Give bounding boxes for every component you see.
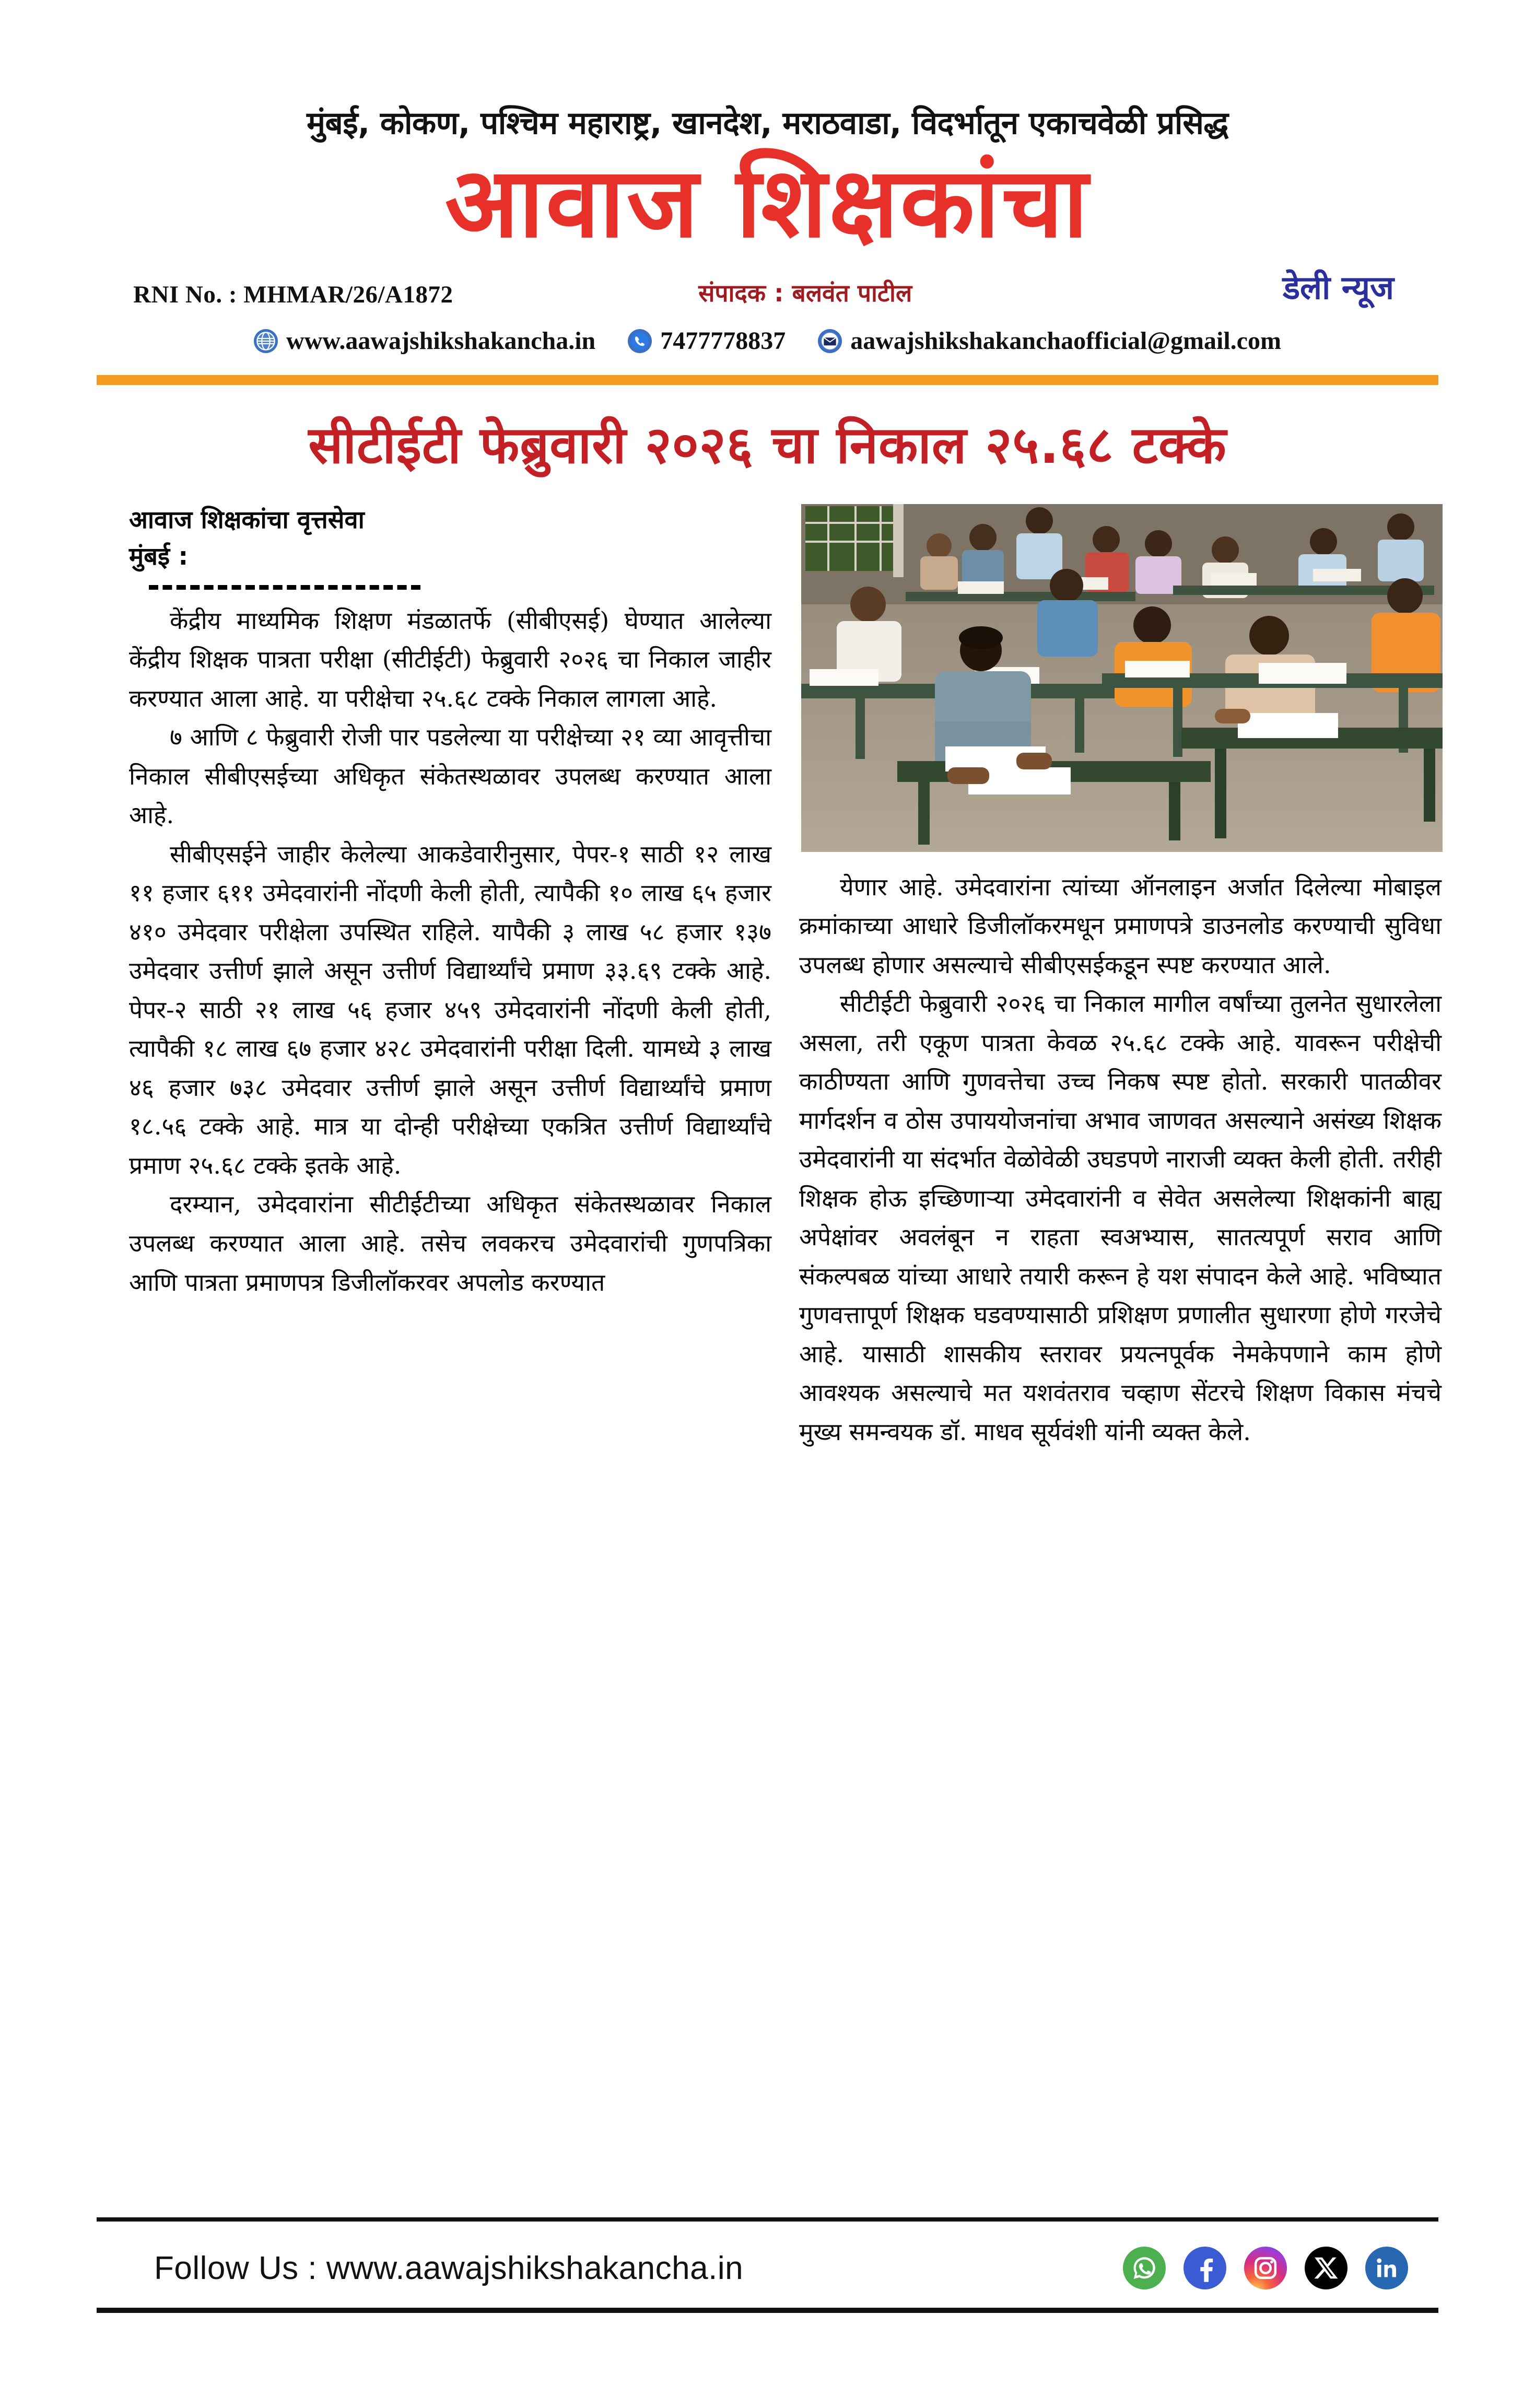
paragraph: ७ आणि ८ फेब्रुवारी रोजी पार पडलेल्या या परीक्षेच्या २१ व्या आवृत्तीचा निकाल सीबीएसईच्या अधिकृत संकेतस्थळावर उपलब्ध करण्यात आला आहे. — [129, 723, 771, 829]
masthead — [97, 0, 1438, 385]
footer — [97, 2237, 1438, 2299]
masthead-divider — [97, 375, 1438, 385]
editor-name: संपादक : बलवंत पाटील — [698, 279, 912, 307]
masthead-tagline: मुंबई, कोकण, पश्चिम महाराष्ट्र, खानदेश, मराठवाडा, विदर्भातून एकाचवेळी प्रसिद्ध — [307, 105, 1228, 142]
article-column-left — [129, 502, 771, 1302]
paragraph: सीटीईटी फेब्रुवारी २०२६ चा निकाल मागील वर्षांच्या तुलनेत सुधारलेला असला, तरी एकूण पात्रता केवळ २५.६८ टक्के आहे. यावरून परीक्षेची काठीण्यता आणि गुणवत्तेचा उच्च निकष स्पष्ट होतो. सरकारी पातळीवर मार्गदर्शन व ठोस उपाययोजनांचा अभाव जाणवत असल्याने असंख्य शिक्षक उमेदवारांनी या संदर्भात वेळोवेळी उघडपणे नाराजी व्यक्त केली होती. तरीही शिक्षक होऊ इच्छिणाऱ्या उमेदवारांनी व सेवेत असलेल्या शिक्षकांनी बाह्य अपेक्षांवर अवलंबून न राहता स्वअभ्यास, सातत्यपूर्ण सराव आणि संकल्पबळ यांच्या आधारे तयारी करून हे यश संपादन केले आहे. भविष्यात गुणवत्तापूर्ण शिक्षक घडवण्यासाठी प्रशिक्षण प्रणालीत सुधारणा होणे गरजेचे आहे. यासाठी शासकीय स्तरावर प्रयत्नपूर्वक नेमकेपणाने काम होणे आवश्यक असल्याचे मत यशवंतराव चव्हाण सेंटरचे शिक्षण विकास मंचचे मुख्य समन्वयक डॉ. माधव सूर्यवंशी यांनी व्यक्त केले. — [799, 989, 1442, 1446]
footer-divider-bottom — [97, 2308, 1438, 2313]
exam-hall-photo — [799, 502, 1445, 854]
x-twitter-icon[interactable] — [1305, 2247, 1347, 2289]
masthead-id-row — [97, 265, 1438, 309]
paragraph: सीबीएसईने जाहीर केलेल्या आकडेवारीनुसार, पेपर-१ साठी १२ लाख ११ हजार ६११ उमेदवारांनी नोंदणी केली होती, त्यापैकी १० लाख ६५ हजार ४१० उमेदवार परीक्षेला उपस्थित राहिले. यापैकी ३ लाख ५८ हजार १३७ उमेदवार उत्तीर्ण झाले असून उत्तीर्ण विद्यार्थ्यांचे प्रमाण ३३.६९ टक्के आहे. पेपर-२ साठी २१ लाख ५६ हजार ४५९ उमेदवारांनी नोंदणी केली होती, त्यापैकी १८ लाख ६७ हजार ४२८ उमेदवारांनी परीक्षा दिली. यामध्ये ३ लाख ४६ हजार ७३८ उमेदवार उत्तीर्ण झाले असून उत्तीर्ण विद्यार्थ्यांचे प्रमाण १८.५६ टक्के आहे. मात्र या दोन्ही परीक्षेच्या एकत्रित उत्तीर्ण विद्यार्थ्यांचे प्रमाण २५.६८ टक्के इतके आहे. — [129, 839, 771, 1179]
social-links — [1123, 2247, 1438, 2289]
byline-agency: आवाज शिक्षकांचा वृत्तसेवा — [129, 505, 365, 534]
exam-hall-illustration — [801, 504, 1443, 852]
contact-row — [97, 326, 1438, 355]
phone-contact[interactable] — [628, 326, 786, 355]
email-text: aawajshikshakanchaofficial@gmail.com — [850, 327, 1281, 355]
website-contact[interactable] — [254, 326, 595, 355]
byline-dash-divider — [149, 585, 420, 590]
linkedin-icon[interactable] — [1365, 2247, 1408, 2289]
paragraph: केंद्रीय माध्यमिक शिक्षण मंडळातर्फे (सीबीएसई) घेण्यात आलेल्या केंद्रीय शिक्षक पात्रता परीक्षा (सीटीईटी) फेब्रुवारी २०२६ चा निकाल जाहीर करण्यात आला आहे. या परीक्षेचा २५.६८ टक्के निकाल लागला आहे. — [129, 606, 771, 712]
phone-text: 7477778837 — [660, 327, 786, 355]
paragraph: येणार आहे. उमेदवारांना त्यांच्या ऑनलाइन अर्जात दिलेल्या मोबाइल क्रमांकाच्या आधारे डिजीलॉकरमधून प्रमाणपत्रे डाउनलोड करण्याची सुविधा उपलब्ध होणार असल्याचे सीबीएसईकडून स्पष्ट करण्यात आले. — [799, 872, 1442, 979]
instagram-icon[interactable] — [1244, 2247, 1287, 2289]
facebook-icon[interactable] — [1184, 2247, 1226, 2289]
envelope-icon — [818, 329, 842, 353]
rni-number: RNI No. : MHMAR/26/A1872 — [133, 281, 453, 308]
article-column-right — [799, 868, 1442, 1452]
paragraph: दरम्यान, उमेदवारांना सीटीईटीच्या अधिकृत संकेतस्थळावर निकाल उपलब्ध करण्यात आला आहे. तसेच लवकरच उमेदवारांची गुणपत्रिका आणि पात्रता प्रमाणपत्र डिजीलॉकरवर अपलोड करण्यात — [129, 1190, 771, 1296]
daily-news-label: डेली न्यूज — [1282, 268, 1394, 307]
website-text: www.aawajshikshakancha.in — [286, 327, 596, 355]
globe-icon — [254, 329, 278, 353]
email-contact[interactable] — [818, 326, 1281, 355]
phone-icon — [628, 329, 652, 353]
follow-us-text: Follow Us : www.aawajshikshakancha.in — [154, 2250, 744, 2286]
footer-divider-top — [97, 2217, 1438, 2222]
article-body — [97, 502, 1442, 1907]
byline — [129, 502, 771, 576]
byline-place: मुंबई : — [129, 542, 189, 571]
paper-title: आवाज शिक्षकांचा — [444, 146, 1091, 259]
article-headline: सीटीईटी फेब्रुवारी २०२६ चा निकाल २५.६८ टक्के — [308, 416, 1227, 475]
whatsapp-icon[interactable] — [1123, 2247, 1166, 2289]
